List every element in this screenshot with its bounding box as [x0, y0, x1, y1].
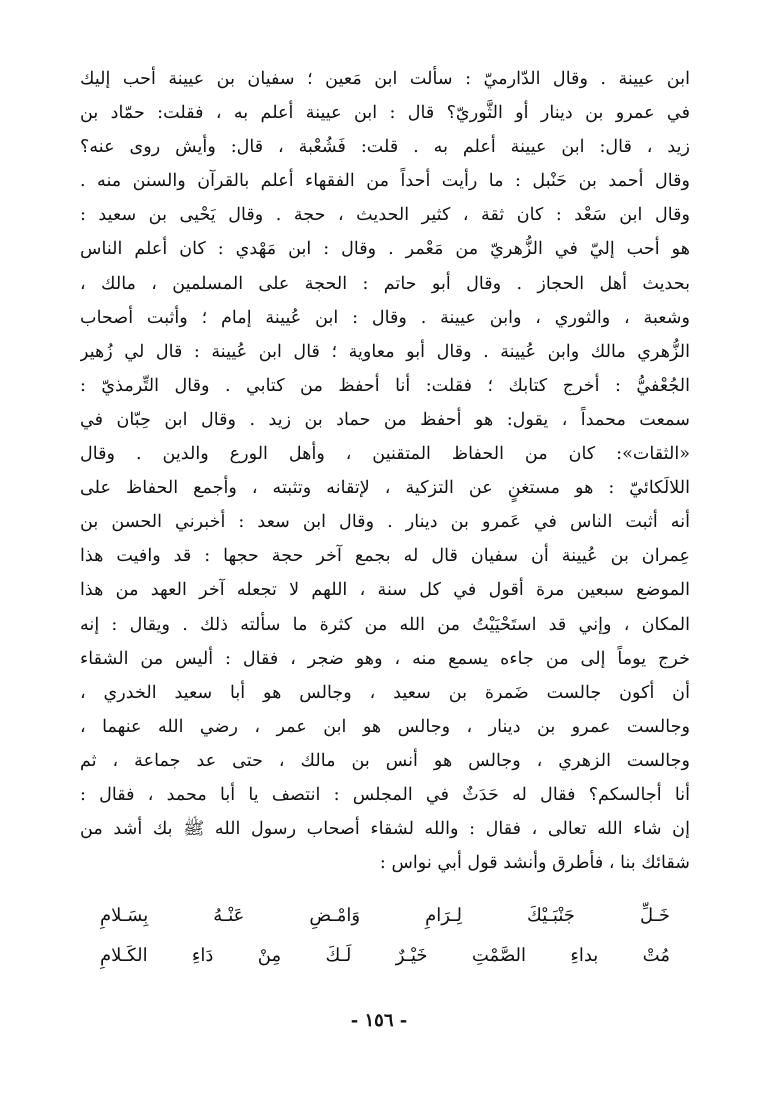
- text-line: وجالست عمرو بن دينار ، وجالس هو ابن عمر ، رضي الله عنهما ،: [80, 716, 690, 737]
- text-line: اللالَكائيّ : هو مستغنٍ عن التزكية ، لإتقانه وتثبته ، وأجمع الحفاظ على: [80, 478, 690, 499]
- text-line: ابن عيينة . وقال الدّارميّ : سألت ابن مَعين ؛ سفيان بن عيينة أحب إليك: [80, 69, 690, 89]
- body-text: [80, 62, 690, 880]
- text-line: بحديث أهل الحجاز . وقال أبو حاتم : الحجة على المسلمين ، مالك ،: [80, 273, 690, 294]
- poem-verse: [100, 896, 670, 976]
- text-line: هو أحب إليّ في الزُّهريّ من مَعْمر . وقال : ابن مَهْدي : كان أعلم الناس: [80, 239, 690, 260]
- text-line: في عمرو بن دينار أو الثَّوريّ؟ قال : ابن عيينة أعلم به ، فقلت: حمّاد بن: [80, 103, 690, 124]
- text-line: إن شاء الله تعالى ، فقال : والله لشقاء أصحاب رسول الله ﷺ بك أشد من: [80, 819, 690, 840]
- text-line: وجالست الزهري ، وجالس هو أنس بن مالك ، حتى عد جماعة ، ثم: [80, 750, 690, 771]
- text-line: شقائك بنا ، فأطرق وأنشد قول أبي نواس :: [379, 853, 690, 874]
- text-line: وقال ابن سَعْد : كان ثقة ، كثير الحديث ، حجة . وقال يَحْيى بن سعيد :: [80, 205, 690, 226]
- text-line: الزُّهري مالك وابن عُيينة . وقال أبو معاوية ؛ قال ابن عُيينة : قال لي زُهير: [80, 341, 690, 362]
- text-line: أنه أثبت الناس في عَمرو بن دينار . وقال ابن سعد : أخبرني الحسن بن: [80, 512, 690, 533]
- text-line: خرج يوماً إلى من جاءه يسمع منه ، وهو ضجر ، فقال : أليس من الشقاء: [80, 648, 690, 669]
- text-line: الجُعْفيُّ : أخرج كتابك ؛ فقلت: أنا أحفظ من كتابي . وقال التِّرمذيّ :: [80, 375, 690, 396]
- text-line: المكان ، وإني قد استَحْيَيْتُ من الله من كثرة ما سألته ذلك . ويقال : إنه: [80, 614, 690, 635]
- verse-line: خَـلِّ جَنْبَـيْكَ لِـرَامِ وَامْـضِ عَنْـهُ بِسَـلامِ: [100, 905, 670, 926]
- text-line: «الثقات»: كان من الحفاظ المتقنين ، وأهل الورع والدين . وقال: [80, 444, 690, 465]
- verse-line: مُتْ بداءِ الصَّمْتِ خَيْـرٌ لَـكَ مِنْ دَاءِ الكَـلامِ: [100, 945, 670, 966]
- text-line: عِمران بن عُيينة أن سفيان قال له بجمع آخر حجة حجها : قد وافيت هذا: [80, 546, 690, 567]
- text-line: أنا أجالسكم؟ فقال له حَدَثٌ في المجلس : انتصف يا أبا محمد ، فقال :: [80, 784, 690, 805]
- text-line: زيد ، قال: ابن عيينة أعلم به . قلت: فَشُعْبة ، قال: وأيش روى عنه؟: [80, 137, 690, 158]
- page-number: - ١٥٦ -: [350, 1010, 408, 1031]
- text-line: الموضع سبعين مرة أقول في كل سنة ، اللهم لا تجعله آخر العهد من هذا: [80, 580, 690, 601]
- text-line: أن أكون جالست ضَمرة بن سعيد ، وجالس هو أبا سعيد الخدري ،: [80, 682, 690, 703]
- text-line: وشعبة ، والثوري ، وابن عيينة . وقال : ابن عُيينة إمام ؛ وأثبت أصحاب: [80, 307, 690, 328]
- text-line: وقال أحمد بن حَنْبل : ما رأيت أحداً من الفقهاء أعلم بالقرآن والسنن منه .: [80, 171, 690, 192]
- text-line: سمعت محمداً ، يقول: هو أحفظ من حماد بن زيد . وقال ابن حِبّان في: [80, 409, 690, 430]
